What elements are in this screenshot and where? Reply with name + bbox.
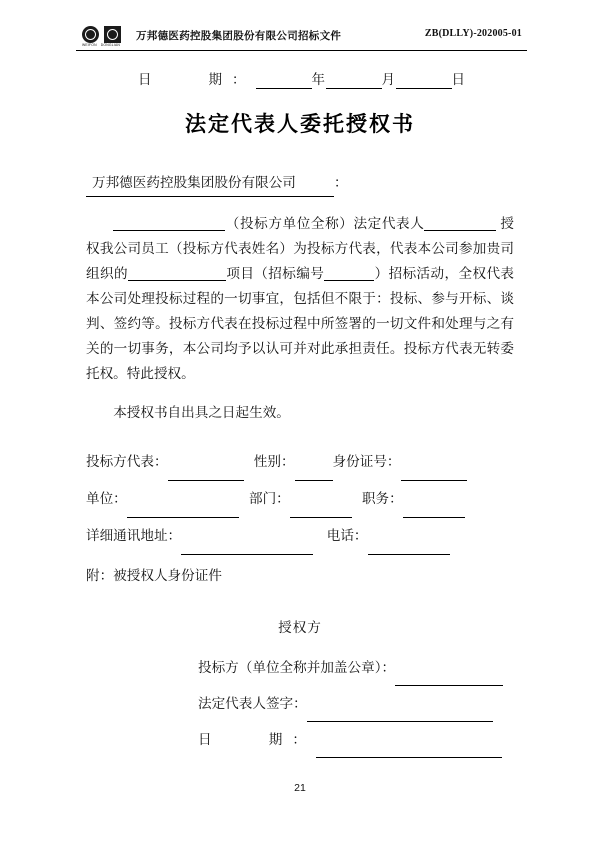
- date-year-unit: 年: [311, 72, 326, 87]
- company-name-colon: ：: [334, 175, 348, 190]
- department-label: 部门：: [248, 491, 290, 506]
- unit-label: 单位：: [86, 491, 127, 506]
- date-label: 日 期：: [138, 72, 256, 87]
- date-line: [138, 68, 466, 89]
- address-input[interactable]: [181, 518, 313, 555]
- header-title: 万邦德医药控股集团股份有限公司招标文件: [136, 30, 342, 42]
- gender-input[interactable]: [295, 444, 333, 481]
- paragraph-part-b: 授权我公司员工（投标方代表姓名）: [86, 216, 514, 256]
- signature-legal-rep-label: 法定代表人签字：: [198, 696, 307, 711]
- header-document-code: ZB(DLLY)-202005-01: [424, 28, 522, 39]
- paragraph-part-a: （投标方单位全称）法定代表人: [225, 216, 425, 231]
- document-body: [86, 170, 514, 425]
- document-sheet: [60, 22, 540, 812]
- project-name-blank[interactable]: [128, 265, 226, 281]
- gender-label: 性别：: [253, 454, 295, 469]
- unit-input[interactable]: [127, 481, 239, 518]
- date-day-blank[interactable]: [396, 72, 452, 89]
- position-label: 职务：: [361, 491, 403, 506]
- signature-company-input[interactable]: [395, 650, 503, 686]
- attachment-note: 附：被授权人身份证件: [86, 568, 222, 583]
- signature-row-date: [198, 722, 503, 758]
- phone-input[interactable]: [368, 518, 450, 555]
- header-divider: [76, 50, 527, 51]
- bidder-full-name-blank[interactable]: [113, 215, 225, 231]
- signature-legal-rep-input[interactable]: [307, 686, 493, 722]
- date-month-unit: 月: [381, 72, 396, 87]
- logo-caption: [82, 43, 122, 47]
- date-month-blank[interactable]: [326, 72, 382, 89]
- company-logos: [82, 26, 121, 43]
- signature-date-label: 日 期：: [198, 732, 316, 747]
- company-logo-right-icon: [104, 26, 121, 43]
- field-row-1: [86, 444, 526, 481]
- document-header: [60, 22, 540, 52]
- paragraph-part-c: 为投标方代表，代表本公司参加贵司组织的: [86, 241, 514, 281]
- id-number-label: 身份证号：: [332, 454, 401, 469]
- address-label: 详细通讯地址：: [86, 528, 182, 543]
- signature-row-legal-rep: [198, 686, 503, 722]
- date-year-blank[interactable]: [256, 72, 312, 89]
- signature-section-title: 授权方: [278, 620, 322, 635]
- logo-caption-right: DONGLIAN: [100, 43, 121, 47]
- bidder-representative-fields: [86, 444, 526, 555]
- legal-rep-blank[interactable]: [424, 215, 496, 231]
- paragraph-part-d: 项目（招标编号: [225, 266, 325, 281]
- company-logo-left-icon: [82, 26, 99, 43]
- position-input[interactable]: [403, 481, 465, 518]
- company-name-value: 万邦德医药控股集团股份有限公司: [86, 170, 334, 197]
- effective-date-paragraph: 本授权书自出具之日起生效。: [113, 405, 290, 420]
- department-input[interactable]: [290, 481, 352, 518]
- page-title: 法定代表人委托授权书: [185, 112, 415, 136]
- page-number: 21: [294, 782, 306, 794]
- field-row-3: [86, 518, 526, 555]
- phone-label: 电话：: [326, 528, 368, 543]
- paragraph-part-e: ）招标活动，全权代表本公司处理投标过程的一切事宜，包括但不限于：投标、参与开标、谈判、签约等。投标方代表在投标过程中所签署的一切文件和处理与之有关的一切事务，本公司均予以认可并对此承担责任。投标方代表无转委托权。特此授权。: [86, 266, 515, 381]
- logo-caption-left: WEIFON: [82, 43, 97, 47]
- signature-company-label: 投标方（单位全称并加盖公章）：: [198, 660, 396, 675]
- company-name-line: [86, 170, 514, 197]
- signature-row-company: [198, 650, 503, 686]
- tender-number-blank[interactable]: [324, 265, 374, 281]
- signature-date-input[interactable]: [316, 722, 502, 758]
- date-day-unit: 日: [451, 72, 466, 87]
- bidder-rep-label: 投标方代表：: [86, 454, 168, 469]
- authorization-paragraph: [86, 211, 514, 386]
- field-row-2: [86, 481, 526, 518]
- id-number-input[interactable]: [401, 444, 467, 481]
- signature-rows: [198, 650, 503, 758]
- bidder-rep-input[interactable]: [168, 444, 244, 481]
